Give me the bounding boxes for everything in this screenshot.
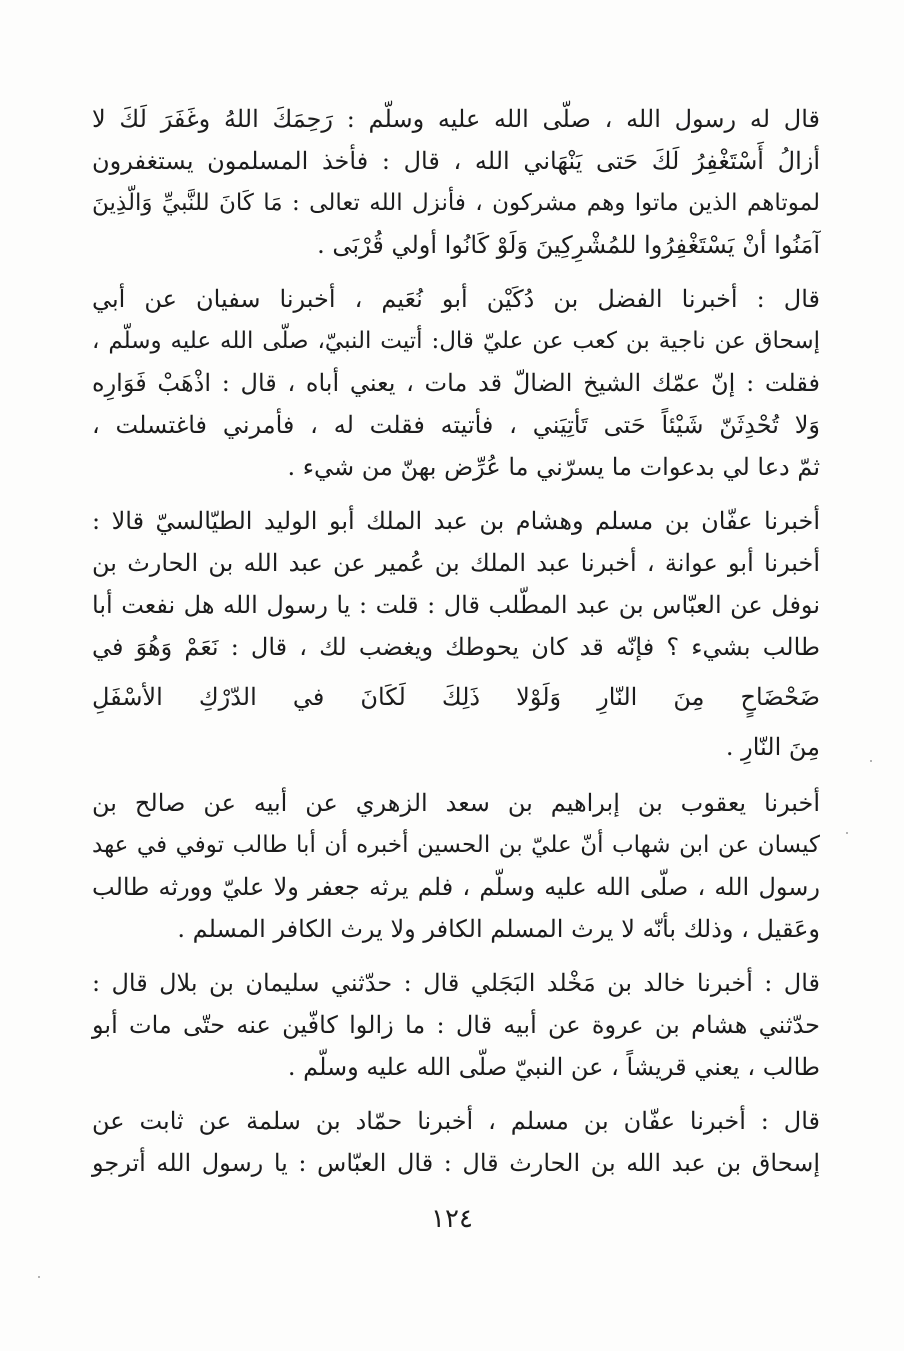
text-line: طالب بشيء ؟ فإنّه قد كان يحوطك ويغضب لك ، قال : نَعَمْ وَهُوَ في — [92, 633, 820, 661]
text-line: آمَنُوا أنْ يَسْتَغْفِرُوا للمُشْرِكِينَ وَلَوْ كَانُوا أولي قُرْبَى . — [317, 231, 820, 259]
text-line: أزالُ أَسْتَغْفِرُ لَكَ حَتى يَنْهَاني الله ، قال : فأخذ المسلمون يستغفرون — [92, 147, 821, 175]
text-line: ثمّ دعا لي بدعوات ما يسرّني ما عُرِّض بهنّ من شيء . — [287, 453, 820, 481]
paper-speck — [870, 760, 872, 762]
text-line: قال : أخبرنا عفّان بن مسلم ، أخبرنا حمّاد بن سلمة عن ثابت عن — [92, 1107, 820, 1135]
text-line: أخبرنا عفّان بن مسلم وهشام بن عبد الملك أبو الوليد الطيّالسيّ قالا : — [92, 507, 820, 535]
text-line: وعَقيل ، وذلك بأنّه لا يرث المسلم الكافر ولا يرث الكافر المسلم . — [177, 915, 820, 943]
text-line: كيسان عن ابن شهاب أنّ عليّ بن الحسين أخبره أن أبا طالب توفي في عهد — [92, 832, 820, 858]
text-line: ضَحْضَاحٍ مِنَ النّارِ وَلَوْلا ذَلِكَ لَكَانَ في الدّرْكِ الأسْفَلِ — [92, 683, 820, 711]
text-line: حدّثني هشام بن عروة عن أبيه قال : ما زالوا كافّين عنه حتّى مات أبو — [92, 1011, 820, 1039]
text-line: مِنَ النّارِ . — [725, 733, 820, 761]
text-line: وَلا تُحْدِثَنّ شَيْئاً حَتى تَأتِيَني ، فأتيته فقلت له ، فأمرني فاغتسلت ، — [92, 411, 820, 439]
text-line: طالب ، يعني قريشاً ، عن النبيّ صلّى الله عليه وسلّم . — [287, 1053, 820, 1081]
text-line: أخبرنا أبو عوانة ، أخبرنا عبد الملك بن عُمير عن عبد الله بن الحارث بن — [92, 549, 820, 577]
text-line: رسول الله ، صلّى الله عليه وسلّم ، فلم يرثه جعفر ولا عليّ وورثه طالب — [92, 873, 820, 901]
text-line: قال : أخبرنا الفضل بن دُكَيْن أبو نُعَيم ، أخبرنا سفيان عن أبي — [92, 285, 820, 313]
paper-speck — [38, 1276, 40, 1278]
text-line: قال له رسول الله ، صلّى الله عليه وسلّم : رَحِمَكَ اللهُ وغَفَرَ لَكَ لا — [92, 105, 820, 133]
paper-speck — [846, 832, 848, 834]
text-line: أخبرنا يعقوب بن إبراهيم بن سعد الزهري عن أبيه عن صالح بن — [92, 789, 820, 817]
text-line: إسحاق بن عبد الله بن الحارث قال : قال العبّاس : يا رسول الله أترجو — [92, 1149, 820, 1177]
page-number: ١٢٤ — [431, 1204, 473, 1234]
text-line: نوفل عن العبّاس بن عبد المطّلب قال : قلت : يا رسول الله هل نفعت أبا — [92, 591, 820, 619]
text-line: لموتاهم الذين ماتوا وهم مشركون ، فأنزل الله تعالى : مَا كَانَ للنَّبيِّ وَالّذِينَ — [92, 190, 820, 216]
text-line: إسحاق عن ناجية بن كعب عن عليّ قال: أتيت النبيّ، صلّى الله عليه وسلّم ، — [92, 328, 820, 354]
text-line: قال : أخبرنا خالد بن مَخْلد البَجَلي قال : حدّثني سليمان بن بلال قال : — [92, 969, 820, 997]
text-line: فقلت : إنّ عمّك الشيخ الضالّ قد مات ، يعني أباه ، قال : اذْهَبْ فَوَارِه — [92, 369, 820, 397]
